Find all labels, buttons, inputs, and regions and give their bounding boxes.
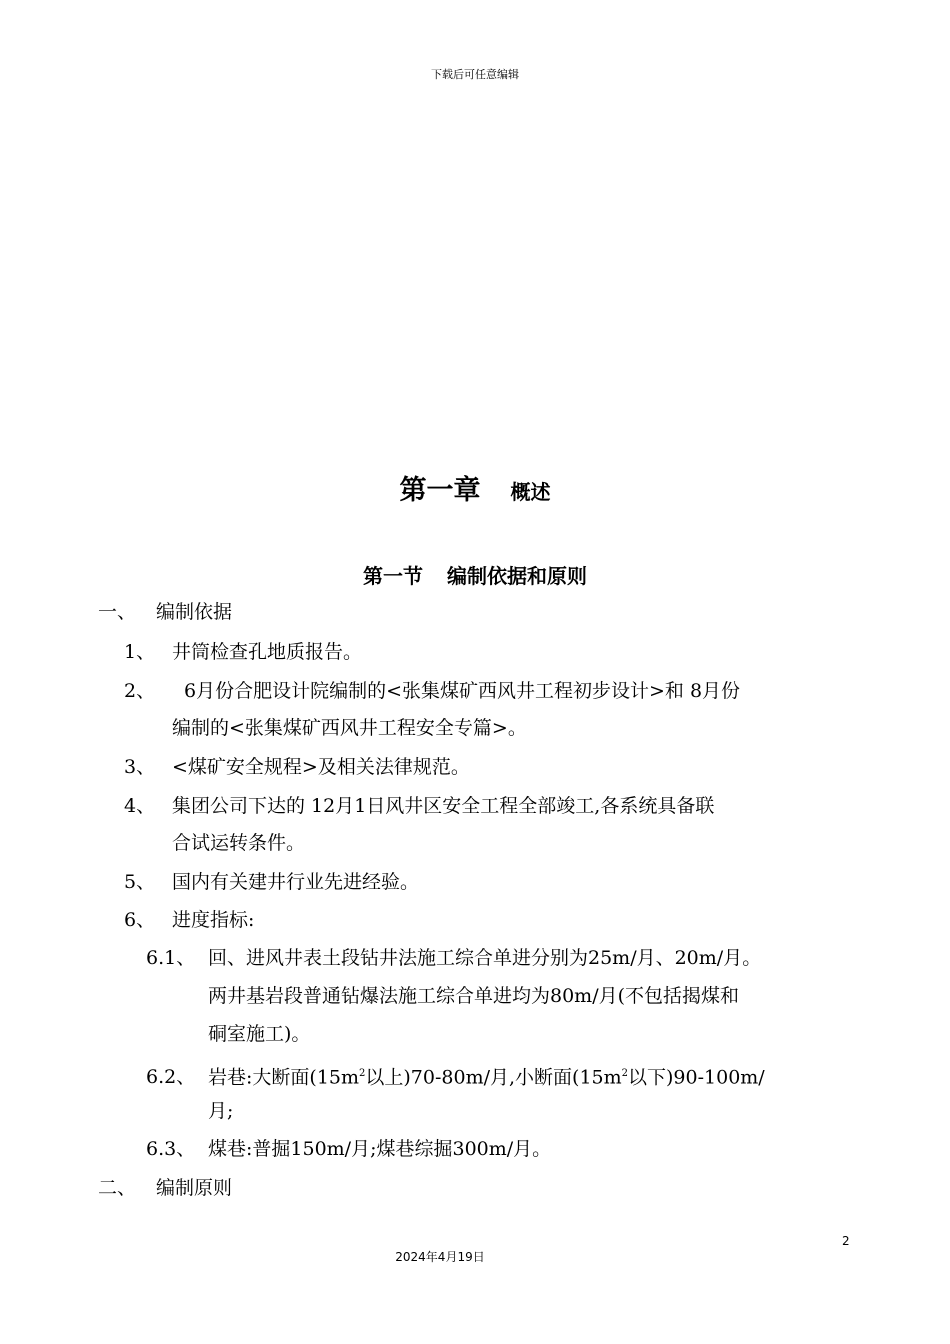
- list-item: 2、 6月份合肥设计院编制的<张集煤矿西风井工程初步设计>和 8月份: [124, 680, 741, 702]
- page-number: 2: [842, 1234, 850, 1248]
- section-title: 编制依据和原则: [447, 564, 587, 588]
- sub-item-continuation: 月;: [208, 1100, 234, 1122]
- chapter-title: 概述: [510, 480, 551, 504]
- part2-title: 编制原则: [156, 1177, 233, 1199]
- sub-item-continuation: 硐室施工)。: [208, 1023, 311, 1045]
- part2-heading: [98, 1176, 232, 1200]
- list-item-continuation: 合试运转条件。: [172, 832, 306, 854]
- sub-item: 6.3、 煤巷:普掘150m/月;煤巷综掘300m/月。: [146, 1138, 552, 1160]
- list-item: 5、 国内有关建井行业先进经验。: [124, 871, 420, 893]
- section-heading: [0, 560, 950, 589]
- list-item: 1、 井筒检查孔地质报告。: [124, 641, 363, 663]
- section-label: 第一节: [363, 564, 423, 588]
- part1-title: 编制依据: [156, 601, 233, 623]
- footer-date: 2024年4月19日: [395, 1250, 485, 1264]
- list-item: 3、 <煤矿安全规程>及相关法律规范。: [124, 756, 470, 778]
- part2-num: 二、: [98, 1177, 137, 1199]
- sub-item: 6.2、 岩巷:大断面($15m^2$以上)70-80m/月,小断面($15m^2$以下)90-100m/: [146, 1066, 765, 1089]
- part1-num: 一、: [98, 601, 137, 623]
- list-item: 4、 集团公司下达的 12月1日风井区安全工程全部竣工,各系统具备联: [124, 795, 715, 817]
- part1-heading: [98, 600, 232, 624]
- sub-item-continuation: 两井基岩段普通钻爆法施工综合单进均为80m/月(不包括揭煤和: [208, 985, 740, 1007]
- chapter-heading: [0, 468, 950, 507]
- list-item: 6、 进度指标:: [124, 909, 255, 931]
- page-header: 下载后可任意编辑: [431, 68, 519, 81]
- sub-item: 6.1、 回、进风井表土段钻井法施工综合单进分别为25m/月、20m/月。: [146, 947, 762, 969]
- chapter-label: 第一章: [399, 475, 481, 506]
- list-item-continuation: 编制的<张集煤矿西风井工程安全专篇>。: [172, 717, 527, 739]
